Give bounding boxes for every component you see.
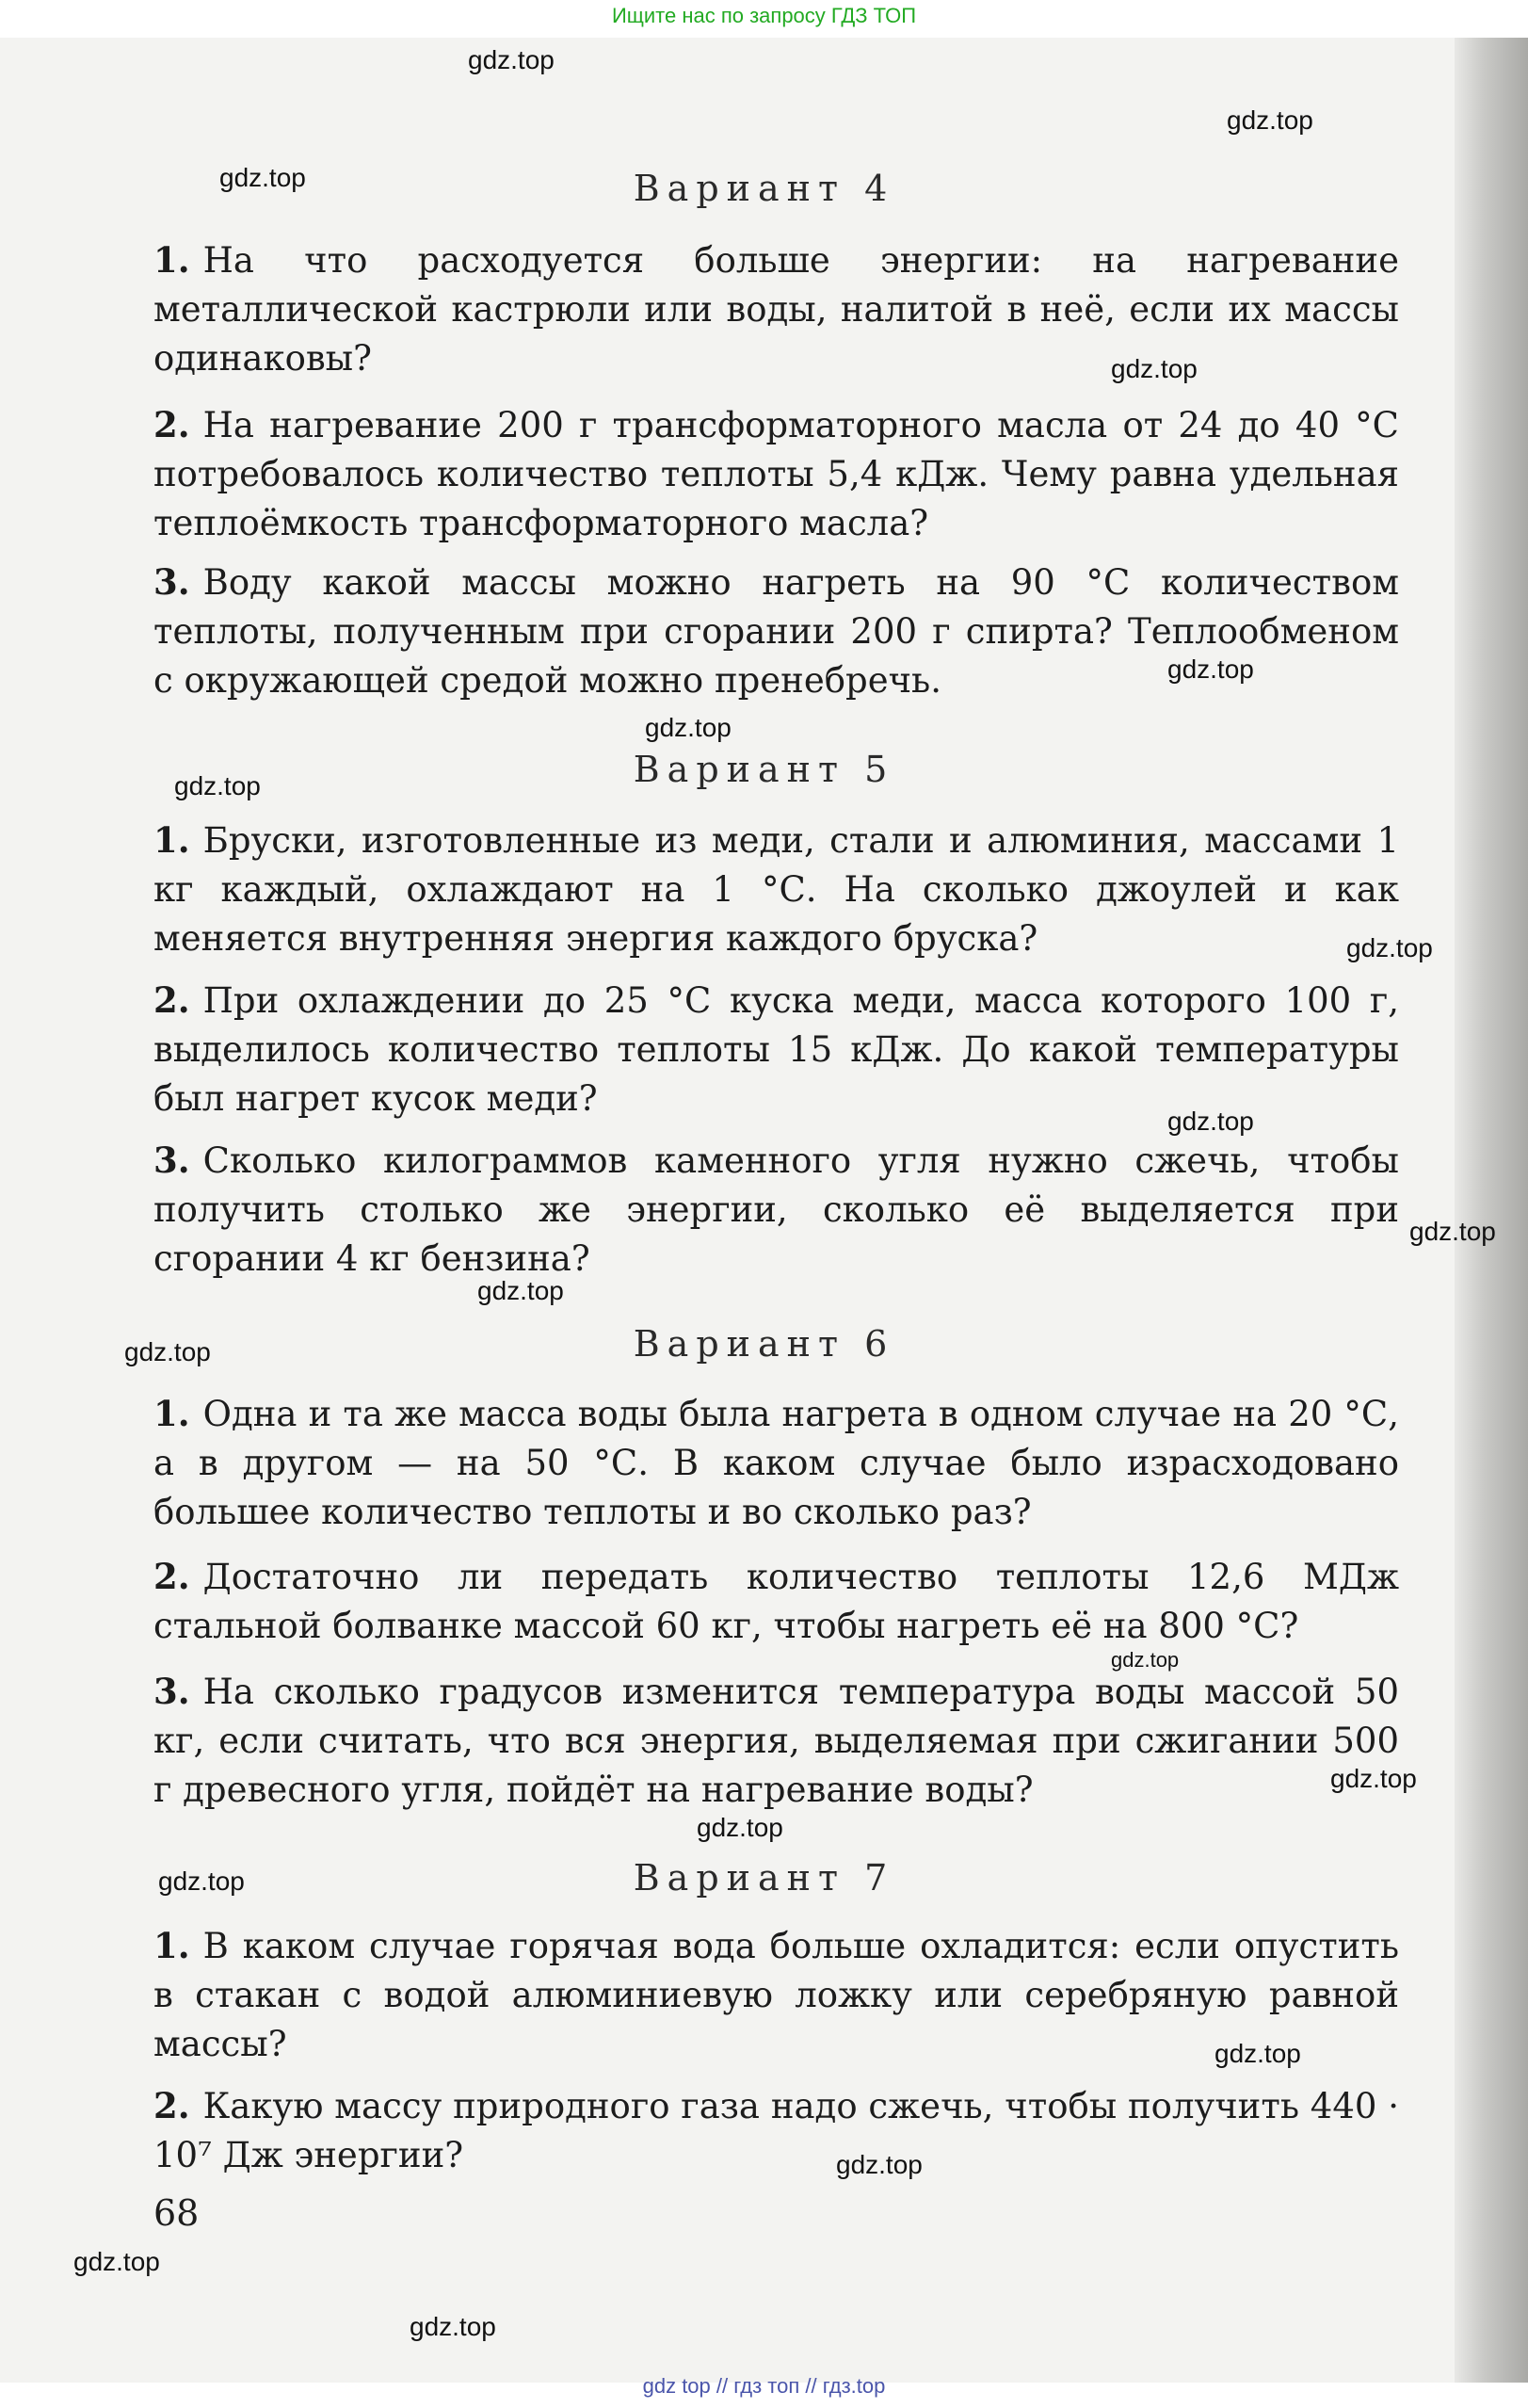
- watermark: gdz.top: [1111, 1648, 1180, 1672]
- task-number: 3.: [153, 1671, 190, 1712]
- watermark: gdz.top: [124, 1337, 211, 1366]
- variant-5-task-1: [153, 816, 1399, 963]
- variant-4-heading: Вариант 4: [633, 168, 895, 209]
- variant-7-task-1: [153, 1921, 1399, 2069]
- task-number: 3.: [153, 561, 190, 603]
- task-text: На нагревание 200 г трансформаторного масла от 24 до 40 °С потребовалось количество теплоты 5,4 кДж. Чему равна удельная теплоёмкость трансформаторного масла?: [153, 405, 1399, 543]
- task-text: Какую массу природного газа надо сжечь, чтобы получить 440 · 10⁷ Дж энергии?: [153, 2086, 1399, 2175]
- watermark: gdz.top: [73, 2247, 160, 2276]
- task-text: Воду какой массы можно нагреть на 90 °С количеством теплоты, полученным при сгорании 200 г спирта? Теплообменом с окружающей средой можно пренебречь.: [153, 562, 1399, 701]
- watermark: gdz.top: [1167, 1107, 1254, 1136]
- task-number: 1.: [153, 1393, 190, 1434]
- watermark: gdz.top: [1167, 655, 1254, 684]
- watermark: gdz.top: [219, 163, 306, 192]
- task-number: 1.: [153, 1925, 190, 1966]
- watermark: gdz.top: [697, 1813, 783, 1842]
- task-text: В каком случае горячая вода больше охладится: если опустить в стакан с водой алюминиевую ложку или серебряную равной массы?: [153, 1926, 1399, 2064]
- top-banner[interactable]: Ищите нас по запросу ГДЗ ТОП: [611, 4, 917, 27]
- watermark: gdz.top: [477, 1276, 564, 1305]
- variant-5-heading: Вариант 5: [633, 749, 895, 790]
- task-number: 2.: [153, 404, 190, 445]
- watermark: gdz.top: [1409, 1217, 1496, 1246]
- task-text: На что расходуется больше энергии: на нагревание металлической кастрюли или воды, налитой в неё, если их массы одинаковы?: [153, 240, 1399, 379]
- page-number: 68: [153, 2192, 200, 2234]
- watermark: gdz.top: [158, 1867, 245, 1896]
- watermark: gdz.top: [174, 771, 261, 800]
- task-text: Одна и та же масса воды была нагрета в одном случае на 20 °С, а в другом — на 50 °С. В каком случае было израсходовано большее количество теплоты и во сколько раз?: [153, 1394, 1399, 1532]
- watermark: gdz.top: [468, 45, 555, 74]
- variant-6-task-3: [153, 1667, 1399, 1815]
- task-text: Достаточно ли передать количество теплоты 12,6 МДж стальной болванке массой 60 кг, чтобы нагреть её на 800 °С?: [153, 1557, 1399, 1646]
- watermark: gdz.top: [1227, 105, 1313, 135]
- task-number: 2.: [153, 979, 190, 1021]
- task-number: 3.: [153, 1139, 190, 1181]
- task-text: Сколько килограммов каменного угля нужно сжечь, чтобы получить столько же энергии, сколько её выделяется при сгорании 4 кг бензина?: [153, 1140, 1399, 1279]
- variant-5-task-2: [153, 976, 1399, 1123]
- page-spine-shadow: [1455, 38, 1528, 2383]
- task-number: 1.: [153, 239, 190, 281]
- task-text: На сколько градусов изменится температура воды массой 50 кг, если считать, что вся энергия, выделяемая при сжигании 500 г древесного угля, пойдёт на нагревание воды?: [153, 1672, 1399, 1810]
- task-number: 1.: [153, 819, 190, 861]
- variant-6-heading: Вариант 6: [633, 1323, 895, 1365]
- variant-6-task-1: [153, 1389, 1399, 1537]
- watermark: gdz.top: [1346, 933, 1433, 962]
- bottom-banner[interactable]: gdz top // гдз топ // гдз.top: [642, 2374, 886, 2398]
- watermark: gdz.top: [1111, 354, 1198, 383]
- task-text: Бруски, изготовленные из меди, стали и алюминия, массами 1 кг каждый, охлаждают на 1 °С. На сколько джоулей и как меняется внутренняя энергия каждого бруска?: [153, 820, 1399, 959]
- variant-4-task-2: [153, 400, 1399, 548]
- watermark: gdz.top: [836, 2150, 923, 2179]
- watermark: gdz.top: [410, 2312, 496, 2341]
- watermark: gdz.top: [645, 713, 732, 742]
- watermark: gdz.top: [1214, 2039, 1301, 2068]
- variant-7-task-2: [153, 2081, 1399, 2180]
- variant-6-task-2: [153, 1552, 1399, 1651]
- variant-7-heading: Вариант 7: [633, 1857, 895, 1899]
- variant-4-task-1: [153, 235, 1399, 383]
- watermark: gdz.top: [1330, 1764, 1417, 1793]
- task-number: 2.: [153, 2085, 190, 2126]
- task-number: 2.: [153, 1556, 190, 1597]
- task-text: При охлаждении до 25 °С куска меди, масса которого 100 г, выделилось количество теплоты 15 кДж. До какой температуры был нагрет кусок меди?: [153, 980, 1399, 1119]
- variant-5-task-3: [153, 1136, 1399, 1284]
